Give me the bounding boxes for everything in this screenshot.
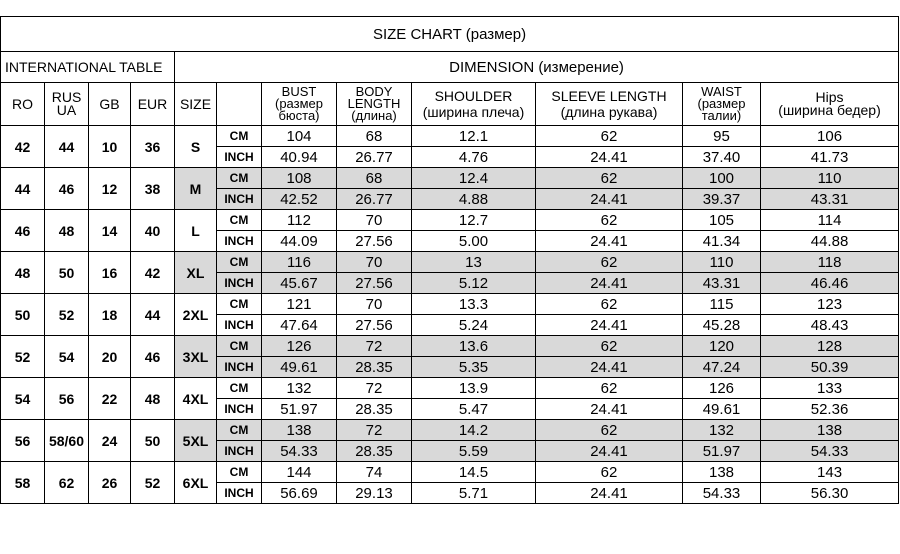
cell-sleeve: 62 xyxy=(536,420,683,441)
section-row xyxy=(1,52,899,83)
cell-hips: 110 xyxy=(761,168,899,189)
header-ro: RO xyxy=(1,83,45,126)
cell-eur: 42 xyxy=(131,252,175,294)
cell-eur: 50 xyxy=(131,420,175,462)
header-rus-ua xyxy=(45,83,89,126)
header-rus: RUS xyxy=(51,89,82,105)
cell-ro: 46 xyxy=(1,210,45,252)
unit-label: CM xyxy=(217,294,262,315)
cell-bust: 121 xyxy=(262,294,337,315)
cell-hips: 48.43 xyxy=(761,315,899,336)
cell-gb: 26 xyxy=(89,462,131,504)
cell-rus-ua: 50 xyxy=(45,252,89,294)
cell-bust: 104 xyxy=(262,126,337,147)
unit-label: INCH xyxy=(217,315,262,336)
cell-size: L xyxy=(175,210,217,252)
cell-sleeve: 62 xyxy=(536,210,683,231)
cell-eur: 40 xyxy=(131,210,175,252)
cell-hips: 138 xyxy=(761,420,899,441)
unit-label: CM xyxy=(217,210,262,231)
cell-body: 27.56 xyxy=(337,315,412,336)
cell-bust: 54.33 xyxy=(262,441,337,462)
header-hips-line2: (ширина бедер) xyxy=(778,102,881,118)
cell-shoulder: 5.12 xyxy=(412,273,536,294)
cell-bust: 138 xyxy=(262,420,337,441)
cell-hips: 133 xyxy=(761,378,899,399)
size-row-cm xyxy=(1,378,899,399)
cell-size: 2XL xyxy=(175,294,217,336)
cell-shoulder: 14.5 xyxy=(412,462,536,483)
cell-sleeve: 62 xyxy=(536,378,683,399)
cell-body: 68 xyxy=(337,126,412,147)
cell-waist: 105 xyxy=(683,210,761,231)
cell-gb: 18 xyxy=(89,294,131,336)
header-ua: UA xyxy=(56,102,77,118)
cell-waist: 100 xyxy=(683,168,761,189)
header-eur: EUR xyxy=(131,83,175,126)
cell-shoulder: 5.47 xyxy=(412,399,536,420)
cell-shoulder: 5.00 xyxy=(412,231,536,252)
cell-body: 27.56 xyxy=(337,231,412,252)
cell-body: 68 xyxy=(337,168,412,189)
size-row-cm xyxy=(1,252,899,273)
cell-bust: 49.61 xyxy=(262,357,337,378)
cell-waist: 49.61 xyxy=(683,399,761,420)
title-row xyxy=(1,17,899,52)
cell-shoulder: 13.3 xyxy=(412,294,536,315)
cell-body: 28.35 xyxy=(337,441,412,462)
cell-shoulder: 14.2 xyxy=(412,420,536,441)
cell-bust: 132 xyxy=(262,378,337,399)
cell-waist: 45.28 xyxy=(683,315,761,336)
cell-sleeve: 24.41 xyxy=(536,315,683,336)
cell-shoulder: 13 xyxy=(412,252,536,273)
cell-bust: 44.09 xyxy=(262,231,337,252)
cell-bust: 40.94 xyxy=(262,147,337,168)
cell-hips: 143 xyxy=(761,462,899,483)
cell-bust: 116 xyxy=(262,252,337,273)
cell-shoulder: 5.59 xyxy=(412,441,536,462)
cell-eur: 46 xyxy=(131,336,175,378)
cell-hips: 46.46 xyxy=(761,273,899,294)
header-gb: GB xyxy=(89,83,131,126)
cell-body: 70 xyxy=(337,294,412,315)
cell-size: 4XL xyxy=(175,378,217,420)
cell-waist: 110 xyxy=(683,252,761,273)
cell-bust: 108 xyxy=(262,168,337,189)
cell-bust: 112 xyxy=(262,210,337,231)
cell-body: 28.35 xyxy=(337,399,412,420)
unit-label: CM xyxy=(217,336,262,357)
cell-hips: 44.88 xyxy=(761,231,899,252)
cell-gb: 22 xyxy=(89,378,131,420)
header-row xyxy=(1,83,899,126)
header-waist-line3: талии) xyxy=(701,108,742,123)
cell-shoulder: 5.24 xyxy=(412,315,536,336)
cell-sleeve: 24.41 xyxy=(536,483,683,504)
cell-hips: 56.30 xyxy=(761,483,899,504)
header-bust-line3: бюста) xyxy=(278,108,320,123)
cell-shoulder: 4.76 xyxy=(412,147,536,168)
cell-body: 74 xyxy=(337,462,412,483)
chart-title: SIZE CHART (размер) xyxy=(1,17,899,52)
cell-waist: 120 xyxy=(683,336,761,357)
unit-label: CM xyxy=(217,420,262,441)
cell-size: M xyxy=(175,168,217,210)
cell-rus-ua: 46 xyxy=(45,168,89,210)
cell-shoulder: 13.6 xyxy=(412,336,536,357)
cell-shoulder: 12.1 xyxy=(412,126,536,147)
cell-shoulder: 5.71 xyxy=(412,483,536,504)
header-waist xyxy=(683,83,761,126)
cell-shoulder: 5.35 xyxy=(412,357,536,378)
header-waist-line2: (размер xyxy=(697,96,746,111)
cell-waist: 51.97 xyxy=(683,441,761,462)
cell-rus-ua: 62 xyxy=(45,462,89,504)
unit-label: INCH xyxy=(217,399,262,420)
cell-hips: 50.39 xyxy=(761,357,899,378)
cell-sleeve: 24.41 xyxy=(536,399,683,420)
header-size: SIZE xyxy=(175,83,217,126)
header-hips xyxy=(761,83,899,126)
cell-waist: 43.31 xyxy=(683,273,761,294)
cell-bust: 45.67 xyxy=(262,273,337,294)
unit-label: INCH xyxy=(217,231,262,252)
cell-rus-ua: 44 xyxy=(45,126,89,168)
cell-hips: 54.33 xyxy=(761,441,899,462)
cell-size: 3XL xyxy=(175,336,217,378)
header-waist-line1: WAIST xyxy=(701,84,742,99)
unit-label: CM xyxy=(217,126,262,147)
cell-rus-ua: 52 xyxy=(45,294,89,336)
header-body-line2: LENGTH xyxy=(347,96,401,111)
cell-size: XL xyxy=(175,252,217,294)
cell-sleeve: 24.41 xyxy=(536,357,683,378)
size-row-cm xyxy=(1,462,899,483)
unit-label: CM xyxy=(217,378,262,399)
cell-gb: 14 xyxy=(89,210,131,252)
cell-hips: 52.36 xyxy=(761,399,899,420)
cell-sleeve: 24.41 xyxy=(536,147,683,168)
cell-body: 72 xyxy=(337,336,412,357)
cell-waist: 138 xyxy=(683,462,761,483)
header-bust-line2: (размер xyxy=(274,96,323,111)
cell-eur: 48 xyxy=(131,378,175,420)
cell-sleeve: 62 xyxy=(536,294,683,315)
cell-body: 28.35 xyxy=(337,357,412,378)
cell-shoulder: 13.9 xyxy=(412,378,536,399)
cell-sleeve: 62 xyxy=(536,336,683,357)
international-table-label: INTERNATIONAL TABLE xyxy=(1,52,175,83)
cell-ro: 56 xyxy=(1,420,45,462)
unit-label: CM xyxy=(217,252,262,273)
cell-ro: 48 xyxy=(1,252,45,294)
header-sleeve-length xyxy=(536,83,683,126)
cell-hips: 43.31 xyxy=(761,189,899,210)
header-hips-line1: Hips xyxy=(815,89,844,105)
cell-sleeve: 62 xyxy=(536,252,683,273)
cell-size: S xyxy=(175,126,217,168)
cell-ro: 58 xyxy=(1,462,45,504)
cell-sleeve: 62 xyxy=(536,462,683,483)
cell-hips: 106 xyxy=(761,126,899,147)
cell-eur: 52 xyxy=(131,462,175,504)
header-sleeve-line2: (длина рукава) xyxy=(560,103,658,120)
cell-waist: 37.40 xyxy=(683,147,761,168)
cell-eur: 38 xyxy=(131,168,175,210)
size-row-cm xyxy=(1,126,899,147)
unit-label: CM xyxy=(217,462,262,483)
unit-label: INCH xyxy=(217,357,262,378)
cell-waist: 132 xyxy=(683,420,761,441)
cell-bust: 144 xyxy=(262,462,337,483)
cell-gb: 10 xyxy=(89,126,131,168)
size-row-cm xyxy=(1,168,899,189)
cell-bust: 51.97 xyxy=(262,399,337,420)
cell-eur: 36 xyxy=(131,126,175,168)
cell-shoulder: 4.88 xyxy=(412,189,536,210)
size-row-cm xyxy=(1,294,899,315)
cell-sleeve: 24.41 xyxy=(536,441,683,462)
cell-body: 72 xyxy=(337,378,412,399)
cell-sleeve: 24.41 xyxy=(536,189,683,210)
cell-gb: 20 xyxy=(89,336,131,378)
cell-gb: 12 xyxy=(89,168,131,210)
header-unit-blank xyxy=(217,83,262,126)
cell-ro: 50 xyxy=(1,294,45,336)
header-body-length xyxy=(337,83,412,126)
cell-eur: 44 xyxy=(131,294,175,336)
cell-body: 70 xyxy=(337,210,412,231)
cell-rus-ua: 58/60 xyxy=(45,420,89,462)
cell-waist: 39.37 xyxy=(683,189,761,210)
unit-label: INCH xyxy=(217,483,262,504)
unit-label: INCH xyxy=(217,147,262,168)
cell-body: 29.13 xyxy=(337,483,412,504)
cell-ro: 52 xyxy=(1,336,45,378)
size-row-cm xyxy=(1,210,899,231)
cell-waist: 54.33 xyxy=(683,483,761,504)
unit-label: INCH xyxy=(217,273,262,294)
cell-sleeve: 62 xyxy=(536,126,683,147)
cell-bust: 126 xyxy=(262,336,337,357)
header-body-line1: BODY xyxy=(355,84,393,99)
cell-sleeve: 24.41 xyxy=(536,273,683,294)
cell-size: 5XL xyxy=(175,420,217,462)
cell-body: 72 xyxy=(337,420,412,441)
cell-hips: 128 xyxy=(761,336,899,357)
cell-rus-ua: 48 xyxy=(45,210,89,252)
cell-bust: 47.64 xyxy=(262,315,337,336)
cell-bust: 42.52 xyxy=(262,189,337,210)
cell-body: 26.77 xyxy=(337,147,412,168)
header-shoulder-line1: SHOULDER xyxy=(434,87,513,104)
cell-body: 27.56 xyxy=(337,273,412,294)
cell-gb: 24 xyxy=(89,420,131,462)
cell-waist: 47.24 xyxy=(683,357,761,378)
unit-label: INCH xyxy=(217,189,262,210)
size-row-cm xyxy=(1,420,899,441)
size-chart-body xyxy=(1,17,899,504)
size-row-cm xyxy=(1,336,899,357)
cell-bust: 56.69 xyxy=(262,483,337,504)
cell-hips: 118 xyxy=(761,252,899,273)
cell-rus-ua: 54 xyxy=(45,336,89,378)
cell-hips: 114 xyxy=(761,210,899,231)
cell-waist: 115 xyxy=(683,294,761,315)
header-sleeve-line1: SLEEVE LENGTH xyxy=(551,87,667,104)
cell-hips: 123 xyxy=(761,294,899,315)
cell-body: 26.77 xyxy=(337,189,412,210)
dimension-label: DIMENSION (измерение) xyxy=(175,52,899,83)
cell-shoulder: 12.4 xyxy=(412,168,536,189)
size-chart-table xyxy=(0,16,899,504)
cell-gb: 16 xyxy=(89,252,131,294)
header-body-line3: (длина) xyxy=(351,108,397,123)
cell-rus-ua: 56 xyxy=(45,378,89,420)
cell-size: 6XL xyxy=(175,462,217,504)
cell-sleeve: 62 xyxy=(536,168,683,189)
cell-shoulder: 12.7 xyxy=(412,210,536,231)
cell-waist: 126 xyxy=(683,378,761,399)
header-shoulder xyxy=(412,83,536,126)
unit-label: INCH xyxy=(217,441,262,462)
cell-ro: 44 xyxy=(1,168,45,210)
cell-waist: 41.34 xyxy=(683,231,761,252)
cell-ro: 54 xyxy=(1,378,45,420)
cell-ro: 42 xyxy=(1,126,45,168)
cell-body: 70 xyxy=(337,252,412,273)
cell-sleeve: 24.41 xyxy=(536,231,683,252)
header-bust-line1: BUST xyxy=(281,84,317,99)
unit-label: CM xyxy=(217,168,262,189)
cell-waist: 95 xyxy=(683,126,761,147)
header-bust xyxy=(262,83,337,126)
cell-hips: 41.73 xyxy=(761,147,899,168)
header-shoulder-line2: (ширина плеча) xyxy=(422,103,525,120)
